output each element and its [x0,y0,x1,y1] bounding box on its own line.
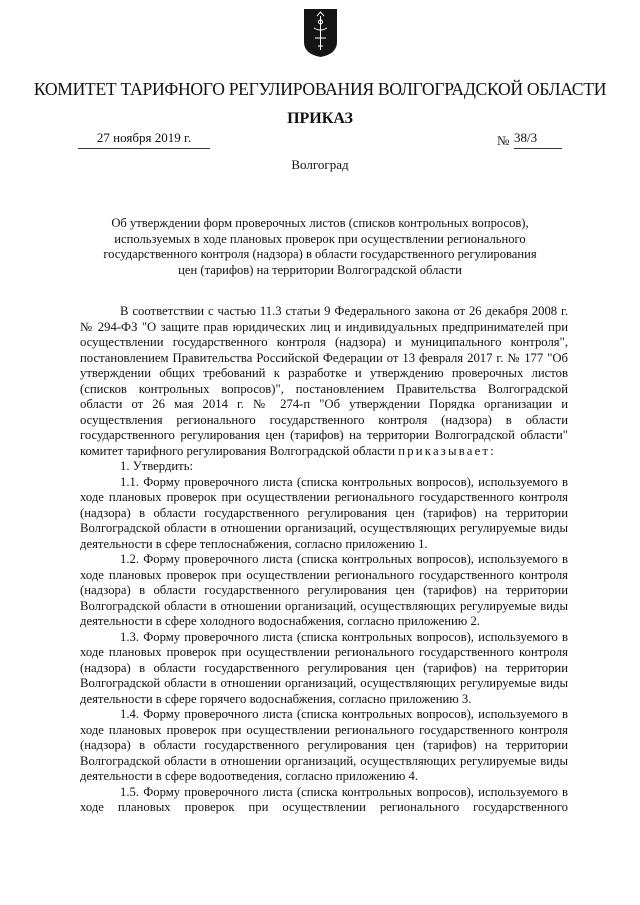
preamble-paragraph [80,304,568,459]
orders-word: приказывает: [398,443,496,458]
item-1-3: 1.3. Форму проверочного листа (списка контрольных вопросов), используемого в ходе плановых проверок при осуществлении регионального государственного контроля (надзора) в области государственного регулирования цен (тарифов) на территории Волгоградской области в отношении организаций, осуществляющих регулируемые виды деятельности в сфере горячего водоснабжения, согласно приложению 3. [80,629,568,706]
organization-title: КОМИТЕТ ТАРИФНОГО РЕГУЛИРОВАНИЯ ВОЛГОГРАДСКОЙ ОБЛАСТИ [33,79,607,99]
item-1-5: 1.5. Форму проверочного листа (списка контрольных вопросов), используемого в ходе плановых проверок при осуществлении регионального государственного [80,784,568,814]
item-1-4: 1.4. Форму проверочного листа (списка контрольных вопросов), используемого в ходе плановых проверок при осуществлении регионального государственного контроля (надзора) в области государственного регулирования цен (тарифов) на территории Волгоградской области в отношении организаций, осуществляющих регулируемые виды деятельности в сфере водоотведения, согласно приложению 4. [80,707,568,783]
preamble-text: В соответствии с частью 11.3 статьи 9 Федерального закона от 26 декабря 2008 г. № 294-ФЗ "О защите прав юридических лиц и индивидуальных предпринимателей при осуществлении государственного контроля (надзора) и муниципального контроля", постановлением Правительства Российской Федерации от 13 февраля 2017 г. № 177 "Об утверждении общих требований к разработке и утверждению проверочных листов (списков контрольных вопросов)", постановлением Правительства Волгоградской области от 26 мая 2014 г. № 274-п "Об утверждении Порядка организации и осуществления регионального государственного контроля (надзора) в области государственного регулирования цен (тарифов) на территории Волгоградской области" комитет тарифного регулирования Волгоградской области [80,304,568,458]
order-body [80,304,568,816]
order-number: 38/3 [514,130,562,149]
item-1-2: 1.2. Форму проверочного листа (списка контрольных вопросов), используемого в ходе плановых проверок при осуществлении регионального государственного контроля (надзора) в области государственного регулирования цен (тарифов) на территории Волгоградской области в отношении организаций, осуществляющих регулируемые виды деятельности в сфере холодного водоснабжения, согласно приложению 2. [80,552,568,628]
item-1-1: 1.1. Форму проверочного листа (списка контрольных вопросов), используемого в ходе плановых проверок при осуществлении регионального государственного контроля (надзора) в области государственного регулирования цен (тарифов) на территории Волгоградской области в отношении организаций, осуществляющих регулируемые виды деятельности в сфере теплоснабжения, согласно приложению 1. [80,474,568,551]
coat-of-arms-icon [303,8,338,58]
order-subject: Об утверждении форм проверочных листов (списков контрольных вопросов), используемых в ходе плановых проверок при осуществлении регионального государственного контроля (надзора) в области государственного регулирования цен (тарифов) на территории Волгоградской области [103,216,537,277]
item-1: 1. Утвердить: [120,459,194,473]
order-date: 27 ноября 2019 г. [78,130,210,149]
order-number-label: № [497,133,510,148]
city: Волгоград [291,157,349,172]
document-type: ПРИКАЗ [287,110,353,127]
